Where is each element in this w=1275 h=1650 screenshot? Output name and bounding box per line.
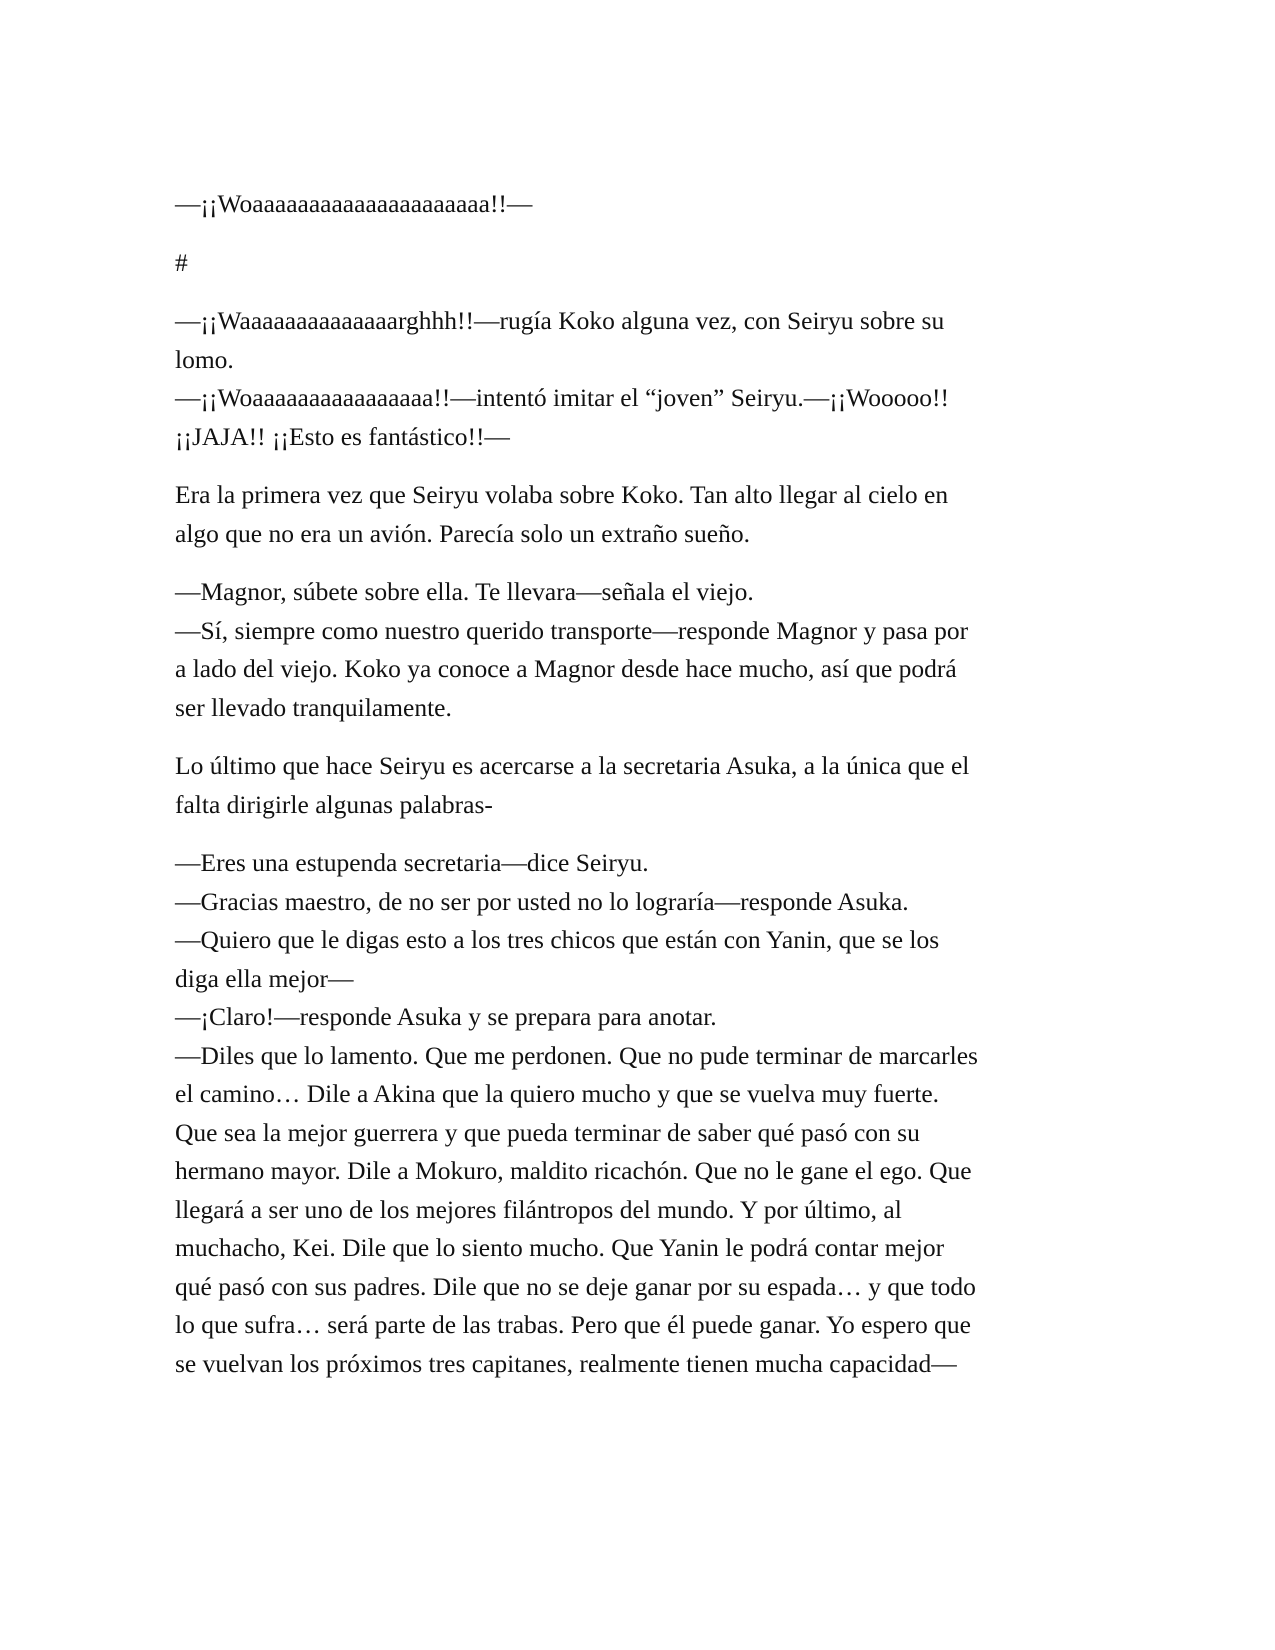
paragraph-5 <box>175 476 1100 553</box>
text-line: Que sea la mejor guerrera y que pueda terminar de saber qué pasó con su <box>175 1117 920 1147</box>
text-line: ¡¡JAJA!! ¡¡Esto es fantástico!!— <box>175 421 510 451</box>
text-line: # <box>175 247 188 277</box>
text-line: diga ella mejor— <box>175 963 354 993</box>
text-line: algo que no era un avión. Parecía solo un extraño sueño. <box>175 518 750 548</box>
text-line: qué pasó con sus padres. Dile que no se deje ganar por su espada… y que todo <box>175 1271 976 1301</box>
paragraph-gap <box>175 727 1100 747</box>
paragraph-12 <box>175 998 1100 1037</box>
paragraph-3 <box>175 302 1100 379</box>
text-line: —Gracias maestro, de no ser por usted no lo lograría—responde Asuka. <box>175 886 909 916</box>
paragraph-gap <box>175 282 1100 302</box>
paragraph-6 <box>175 573 1100 612</box>
text-line: ser llevado tranquilamente. <box>175 692 452 722</box>
paragraph-1 <box>175 185 1100 224</box>
paragraph-13 <box>175 1037 1100 1384</box>
text-line: a lado del viejo. Koko ya conoce a Magnor desde hace mucho, así que podrá <box>175 654 957 683</box>
paragraph-gap <box>175 553 1100 573</box>
text-line: —¡¡Woaaaaaaaaaaaaaaaaaaaaa!!— <box>175 189 533 218</box>
text-line: falta dirigirle algunas palabras- <box>175 789 493 819</box>
paragraph-4 <box>175 379 1100 456</box>
paragraph-gap <box>175 824 1100 844</box>
text-line: el camino… Dile a Akina que la quiero mucho y que se vuelva muy fuerte. <box>175 1079 940 1108</box>
text-line: —Sí, siempre como nuestro querido transporte—responde Magnor y pasa por <box>175 615 969 645</box>
text-line: —¡Claro!—responde Asuka y se prepara para anotar. <box>175 1002 717 1031</box>
paragraph-9 <box>175 844 1100 883</box>
paragraph-gap <box>175 456 1100 476</box>
text-line: —Quiero que le digas esto a los tres chicos que están con Yanin, que se los <box>175 925 940 954</box>
text-line: —¡¡Waaaaaaaaaaaaaarghhh!!—rugía Koko alguna vez, con Seiryu sobre su <box>175 306 945 335</box>
text-line: Era la primera vez que Seiryu volaba sobre Koko. Tan alto llegar al cielo en <box>175 480 949 509</box>
text-line: —Eres una estupenda secretaria—dice Seiryu. <box>175 848 649 877</box>
text-line: —Magnor, súbete sobre ella. Te llevara—señala el viejo. <box>175 577 754 606</box>
text-line: Lo último que hace Seiryu es acercarse a la secretaria Asuka, a la única que el <box>175 751 970 780</box>
text-line: lo que sufra… será parte de las trabas. Pero que él puede ganar. Yo espero que <box>175 1310 971 1339</box>
text-line: lomo. <box>175 344 234 374</box>
paragraph-11 <box>175 921 1100 998</box>
paragraph-gap <box>175 224 1100 244</box>
paragraph-8 <box>175 747 1100 824</box>
text-line: hermano mayor. Dile a Mokuro, maldito ricachón. Que no le gane el ego. Que <box>175 1156 972 1185</box>
paragraph-10 <box>175 883 1100 922</box>
paragraph-2 <box>175 244 1100 283</box>
text-line: llegará a ser uno de los mejores filántropos del mundo. Y por último, al <box>175 1194 902 1224</box>
text-line: se vuelvan los próximos tres capitanes, realmente tienen mucha capacidad— <box>175 1348 957 1378</box>
text-line: —Diles que lo lamento. Que me perdonen. Que no pude terminar de marcarles <box>175 1040 978 1070</box>
document-body <box>175 185 1100 1383</box>
text-line: muchacho, Kei. Dile que lo siento mucho. Que Yanin le podrá contar mejor <box>175 1233 945 1262</box>
paragraph-7 <box>175 612 1100 728</box>
text-line: —¡¡Woaaaaaaaaaaaaaaaa!!—intentó imitar el “joven” Seiryu.—¡¡Wooooo!! <box>175 383 949 412</box>
